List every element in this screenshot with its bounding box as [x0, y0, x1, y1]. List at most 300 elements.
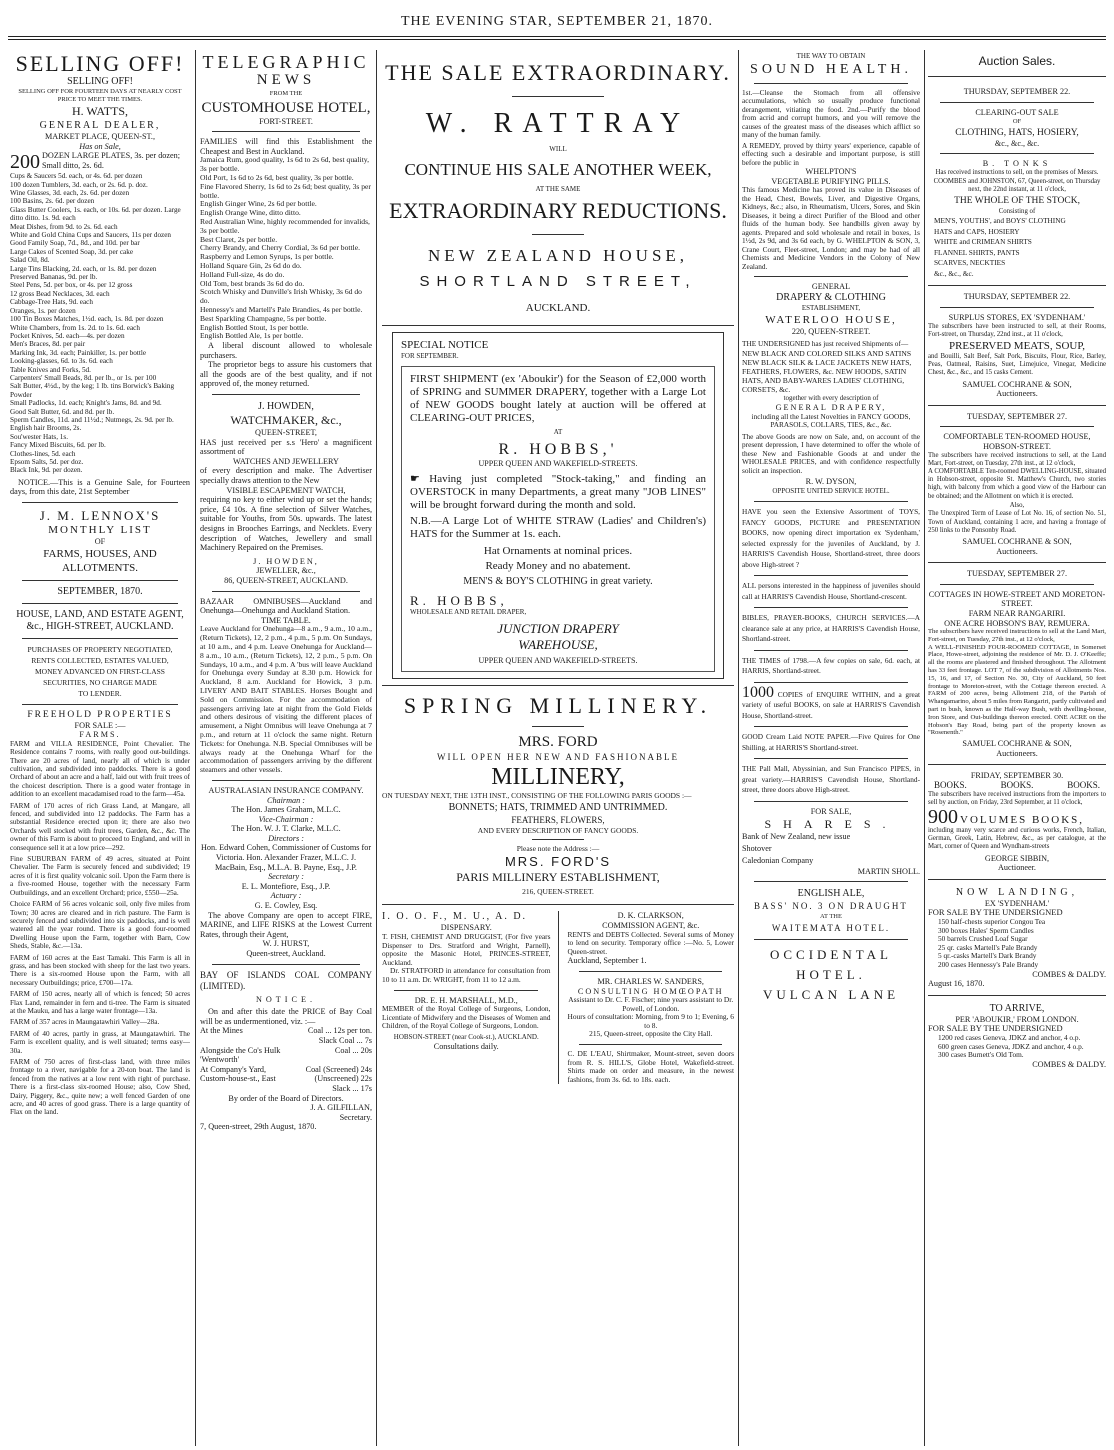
tele-item: Old Tom, best brands 3s 6d do do. [200, 278, 305, 288]
ale-at: AT THE [820, 913, 842, 921]
divider [579, 971, 722, 972]
clarkson-name: D. K. CLARKSON, [617, 911, 684, 921]
tonks-whole: THE WHOLE OF THE STOCK, [954, 195, 1080, 206]
telegraphic-advert [200, 52, 372, 389]
lennox-listing: FARM and VILLA RESIDENCE, Point Chevalier. The Residence contains 7 rooms, with really good out-buildings. There are 20 acres of land, nearly all of which is under cultivation, and subdivided into paddocks. There is a good Orchard of about an acre and a half, laid out with fruit trees of the choicest description. There is a good water frontage in addition to an excellent macadamised road to the farm—45a. [10, 739, 190, 799]
sanders-hours: Hours of consultation: Morning, from 9 to 1; Evening, 6 to 8. [567, 1012, 734, 1030]
insurance-agent: W. J. HURST, [262, 939, 310, 949]
watts-item: Looking-glasses, 6d. to 3s. 6d. each [10, 357, 113, 366]
arrive-item: 600 green cases Geneva, JDKZ and anchor, 4 o.p. [938, 1041, 1084, 1051]
waterloo-drapery: DRAPERY & CLOTHING [776, 291, 886, 303]
ioof-title: I. O. O. F., M. U., A. D. [382, 911, 528, 923]
harris-advert: ALL persons interested in the happiness of juveniles should call at HARRIS'S Cavendish House, Shortland-crescent. [742, 581, 920, 601]
bazaar-body: Leave Auckland for Onehunga—8 a.m., 9 a.m., 10 a.m., (Return Tickets), 12, 2 p.m., 4 p.m., 5 p.m. On Sundays, at 10 a.m., and 4 p.m. Leave Onehunga for Auckland—8 a.m., 10 a.m., (Return Tickets), 12, 2 p.m., 5 p.m. On Sundays, 10 a.m., and 4 p.m. A 'bus will leave Auckland for Onehunga every Sunday at 8.30 p.m. Howick for Auckland, 8 a.m. Auckland for Howick, 3 p.m. LIVERY AND BAIT STABLES. Horses Bought and Sold on Commission. For the accommodation of passengers arriving late at night from the Gold Fields and others desirous of visiting the different places of amusement, a Night Omnibus will leave Onehunga at 7 p.m., and return at 11 o'clock the same night. Return Tickets: for Onehunga. N.B. Special Omnibuses will be always ready at the Onehunga Wharf for the accommodation of passengers arriving by the different steamers and other vessels. [200, 624, 372, 775]
lennox-service: MONEY ADVANCED ON FIRST-CLASS [35, 666, 165, 676]
landing-title: NOW LANDING, [955, 886, 1079, 898]
landing-item: 300 boxes Hales' Sperm Candles [938, 925, 1034, 935]
harris-big-number: 1000 [742, 683, 774, 701]
hobbs-special: SPECIAL NOTICE [401, 339, 489, 352]
hobbs-addr2: UPPER QUEEN AND WAKEFIELD-STREETS. [478, 655, 638, 665]
ford-street: 216, QUEEN-STREET. [522, 886, 594, 896]
hobbs-body5: Ready Money and no abatement. [485, 559, 631, 572]
divider [532, 726, 584, 727]
hobbs-addr: UPPER QUEEN AND WAKEFIELD-STREETS. [478, 459, 638, 469]
health-body2: This famous Medicine has proved its value in Diseases of the Head, Chest, Bowels, Liver, and Digestive Organs, Kidneys, &c.; also, in Rheumatism, Ulcers, Sores, and Skin Diseases, it being a direct Purifier of the Blood and other fluids of the human body. See handbills given away by agents. Prepared and sold wholesale and retail in boxes, 1s 1½d, 2s 9d, and 3s 6d each, by G. WHELPTON & SON, 3, Crane Court, Fleet-street, London; and may be had of all Chemists and Medicine Vendors in the Colony of New Zealand. [742, 185, 920, 271]
marshall-addr: HOBSON-STREET (near Cook-st.), AUCKLAND. [393, 1032, 539, 1041]
howden-trade: WATCHMAKER, &c., [230, 413, 342, 428]
ford-advert [382, 692, 734, 896]
howden-watches: WATCHES AND JEWELLERY [233, 456, 339, 466]
masthead: THE EVENING STAR, SEPTEMBER 21, 1870. [401, 14, 713, 29]
howe-acre: ONE ACRE HOBSON'S BAY, REMUERA. [944, 618, 1090, 628]
howe-advert [928, 569, 1106, 758]
books-word: BOOKS. [934, 780, 967, 791]
health-pills: VEGETABLE PURIFYING PILLS. [771, 176, 891, 186]
howden-escapement: VISIBLE ESCAPEMENT WATCH, [226, 485, 346, 495]
tele-item: Best Sparkling Champagne, 5s per bottle. [200, 313, 327, 323]
marshall-consult: Consultations daily. [433, 1042, 499, 1052]
divider [928, 405, 1106, 406]
divider [512, 96, 604, 97]
coal-advert [200, 970, 372, 1132]
watts-item: Men's Braces, 8d. per pair [10, 340, 86, 349]
hobson-also: Also, [1009, 501, 1025, 509]
watts-item: Epsom Salts, 5d. per doz. [10, 458, 84, 466]
divider [940, 102, 1094, 103]
rattray-continue: CONTINUE HIS SALE ANOTHER WEEK, [404, 159, 712, 179]
coal-price: Coal ... 20s [334, 1045, 372, 1055]
divider [579, 1044, 722, 1045]
lennox-freehold: FREEHOLD PROPERTIES [27, 709, 173, 720]
insurance-directors-head: Directors : [268, 833, 304, 843]
sanders-trade: CONSULTING HOMŒOPATH [577, 986, 724, 996]
divider [928, 879, 1106, 880]
tele-item: Fine Flavored Sherry, 1s 6d to 2s 6d; best quality, 3s per bottle. [200, 181, 371, 200]
divider [754, 801, 908, 802]
howden-sig3: 86, QUEEN-STREET, AUCKLAND. [224, 575, 348, 585]
books-big-number: 900 [928, 806, 958, 829]
ford-note: Please note the Address :— [516, 844, 600, 854]
insurance-chairman: The Hon. James Graham, M.L.C. [231, 805, 341, 815]
tele-title: TELEGRAPHIC [202, 52, 370, 72]
tele-item: Old Port, 1s 6d to 2s 6d, best quality, 3s per bottle. [200, 172, 354, 182]
hobbs-body2-text: Having just completed "Stock-taking," and finding an OVERSTOCK in many Departments, a great many "JOB LINES" will be brought forward during the month and sold. [410, 472, 706, 511]
watts-item: Glass Butter Coolers, 1s. each, or 10s. 6d. per dozen. Large ditto ditto. 1s. 9d. each [10, 205, 181, 223]
ale-bass: BASS' NO. 3 ON DRAUGHT [754, 901, 908, 912]
coal-title: BAY OF ISLANDS COAL COMPANY (LIMITED). [200, 969, 372, 991]
harris-advert: THE TIMES of 1798.—A few copies on sale, 6d. each, at HARRIS, Shortland-street. [742, 655, 920, 676]
shares-item: Shotover [742, 843, 772, 853]
watts-item: Cabbage-Tree Hats, 9d. each [10, 298, 93, 307]
hobbs-body4: Hat Ornaments at nominal prices. [483, 544, 633, 557]
waterloo-est: ESTABLISHMENT, [801, 303, 861, 312]
divider [394, 990, 538, 991]
harris-advert: BIBLES, PRAYER-BOOKS, CHURCH SERVICES.—A clearance sale at any price, at HARRIS'S Cavendish House, Shortland-street. [742, 613, 920, 644]
divider [928, 764, 1106, 765]
deleau-advert: C. DE L'EAU, Shirtmaker, Mount-street, seven doors from R. S. HILL'S, Globe Hotel, Wakefield-street. Shirts made on order and measure, in the newest fashions, from 3s. 6d. to 18s. each. [567, 1049, 734, 1084]
watts-name: H. WATTS, [71, 104, 129, 118]
watts-item: 100 dozen Tumblers, 3d. each, or 2s. 6d. p. doz. [10, 180, 148, 189]
shares-advert [742, 807, 920, 876]
watts-item: Oranges, 1s. per dozen [10, 306, 76, 315]
surplus-advert [928, 292, 1106, 398]
tonks-list-item: HATS and CAPS, HOSIERY [934, 226, 1020, 236]
waterloo-goods: NEW BLACK AND COLORED SILKS AND SATINS NEW BLACK SILK & LACE JACKETS NEW HATS, FEATHERS, FLOWERS, &c. NEW HOODS, SATIN HATS, AND BABY-WARES LADIES' CLOTHING, CORSETS, &c. [742, 348, 912, 394]
sanders-addr: 215, Queen-street, opposite the City Hall. [589, 1029, 713, 1039]
insurance-title: AUSTRALASIAN INSURANCE COMPANY. [208, 785, 364, 795]
howden-sig1: J. HOWDEN, [253, 556, 319, 566]
lennox-title: J. M. LENNOX'S [39, 508, 161, 523]
watts-trade: GENERAL DEALER, [39, 120, 161, 131]
rattray-at: AT THE SAME [535, 184, 581, 193]
arrive-per: PER 'ABOUKIR,' FROM LONDON. [955, 1014, 1079, 1024]
divider [940, 307, 1094, 308]
divider [754, 682, 908, 683]
watts-item: Marking Ink, 3d. each; Painkiller, 1s. per bottle [10, 348, 147, 357]
occidental-advert [742, 945, 920, 1005]
clarkson-body: RENTS and DEBTS Collected. Several sums of Money to lend on security. Temporary office :—No. 5, Lower Queen-street. [567, 929, 734, 956]
tele-item: Raspberry and Lemon Syrups, 1s per bottle. [200, 252, 334, 262]
column-1 [10, 52, 190, 1446]
tonks-clearing: CLEARING-OUT SALE [975, 107, 1059, 117]
tele-item: English Ginger Wine, 2s 6d per bottle. [200, 199, 317, 209]
ioof-body: T. FISH, CHEMIST AND DRUGGIST, (For five years Dispenser to Drs. Stratford and Wright, Parnell), opposite the Masonic Hotel, PRINCES-STREET, Auckland. [382, 931, 551, 967]
tele-item: Jamaica Rum, good quality, 1s 6d to 2s 6d, best quality, 3s per bottle. [200, 155, 370, 174]
tele-news: NEWS [256, 72, 316, 88]
ioof-advert [382, 911, 550, 984]
insurance-vice: The Hon. W. J. T. Clarke, M.L.C. [231, 824, 341, 834]
hobbs-inner [401, 366, 715, 672]
tonks-list [928, 216, 1106, 279]
howden-body: HAS just received per s.s 'Hero' a magnificent assortment of [200, 437, 372, 457]
landing-item: 5 qr.-casks Martell's Dark Brandy [938, 951, 1037, 961]
surplus-date: THURSDAY, SEPTEMBER 22. [963, 292, 1071, 302]
insurance-actuary: G. E. Cowley, Esq. [254, 901, 318, 911]
landing-sig: COMBES & DALDY. [1032, 969, 1106, 979]
tele-street: FORT-STREET. [259, 116, 313, 126]
watts-item: Sou'wester Hats, 1s. [10, 432, 68, 441]
coal-sig: J. A. GILFILLAN, [310, 1103, 372, 1113]
divider [754, 276, 908, 277]
lennox-date: SEPTEMBER, 1870. [57, 585, 143, 597]
column-divider [558, 911, 559, 1084]
hobbs-sig: R. HOBBS, [410, 592, 508, 608]
books-advert [928, 771, 1106, 872]
bottom-left-ads [382, 911, 550, 1084]
health-way: THE WAY TO OBTAIN [796, 52, 866, 60]
hobson-sig: SAMUEL COCHRANE & SON, [962, 536, 1072, 546]
marshall-body: MEMBER of the Royal College of Surgeons, London, Licentiate of Midwifery and the Diseases of Women and Children, of the Royal College of Surgeons, London. [382, 1004, 551, 1031]
arrive-title: TO ARRIVE, [989, 1002, 1045, 1014]
clarkson-advert [567, 911, 734, 966]
coal-notice: NOTICE. [255, 994, 317, 1004]
watts-item: Good Family Soap, 7d., 8d., and 10d. per bar [10, 239, 140, 248]
books-vol: VOLUMES BOOKS, [960, 814, 1085, 827]
tele-item: English Orange Wine, ditto ditto. [200, 208, 301, 218]
tonks-list-item: FLANNEL SHIRTS, PANTS [934, 247, 1020, 257]
insurance-vice-head: Vice-Chairman : [258, 814, 314, 824]
sanders-name: MR. CHARLES W. SANDERS, [597, 976, 704, 986]
bazaar-intro: BAZAAR OMNIBUSES—Auckland and Onehunga—Onehunga and Auckland Station. [200, 596, 372, 616]
health-remedy: A REMEDY, proved by thirty years' experience, capable of effecting such a desirable and important purpose, is still before the public in [742, 140, 920, 167]
watts-item: 100 Tin Boxes Matches, 1½d. each, 1s. 8d. per dozen [10, 315, 164, 324]
tele-item: Best Claret, 2s per bottle. [200, 234, 278, 244]
watts-item: Sperm Candles, 11d. and 11½d.; Nutmegs, 2s. 9d. per lb. [10, 415, 174, 424]
ford-title: SPRING MILLINERY. [403, 693, 713, 719]
books-role: Auctioneer. [998, 863, 1036, 873]
bottom-ads [382, 911, 734, 1084]
howden-body3: requiring no key to either wind up or set the hands; price, £4 10s. A fine selection of Silver Watches, suitable for Youths, from 50s. upwards. The latest designs in Brooches Earrings, and Necklets. Every description of Watches, Jewellery and small Machinery Repaired on the Premises. [200, 495, 372, 553]
hobbs-body6: MEN'S & BOY'S CLOTHING in great variety. [463, 575, 653, 587]
waterloo-sig: R. W. DYSON, [805, 477, 857, 487]
howden-name: J. HOWDEN, [258, 401, 314, 413]
watts-address: MARKET PLACE, QUEEN-ST., [45, 132, 155, 141]
tonks-list-item: MEN'S, YOUTHS', and BOYS' CLOTHING [934, 216, 1066, 226]
rattray-title: THE SALE EXTRAORDINARY. [385, 60, 731, 85]
tonks-of: OF [1012, 118, 1022, 126]
insurance-body: The above Company are open to accept FIRE, MARINE, and LIFE RISKS at the Lowest Current Rates, through their Agent, [200, 910, 372, 939]
tele-from: FROM THE [269, 90, 303, 97]
divider [754, 607, 908, 608]
rattray-will: WILL [549, 145, 567, 153]
lennox-forsale: FOR SALE :— [74, 720, 126, 730]
rattray-reductions: EXTRAORDINARY REDUCTIONS. [389, 198, 727, 224]
ford-on: ON TUESDAY NEXT, THE 13TH INST., CONSISTING OF THE FOLLOWING PARIS GOODS :— [382, 791, 692, 801]
tonks-body: Has received instructions to sell, on the premises of Messrs. COOMBES and JOHNSTON, 67, Queen-street, on Thursday next, the 22nd instant, at 11 o'clock, [933, 168, 1101, 194]
books-date: FRIDAY, SEPTEMBER 30. [970, 771, 1064, 781]
marshall-advert [382, 996, 550, 1053]
rattray-name: W. RATTRAY [425, 108, 691, 139]
divider [212, 780, 360, 781]
lennox-listing: Fine SUBURBAN FARM of 49 acres, situated at Point Chevalier. The Farm is securely fenced and subdivided; 19 acres of it is first quality volcanic soil. Upon the Farm there is a five-roomed House, together with the necessary Farm Outbuildings, and an excellent Orchard; price, £550—25a. [10, 855, 190, 897]
lennox-farms: FARMS, HOUSES, AND ALLOTMENTS. [43, 547, 157, 574]
divider [22, 638, 178, 639]
hobson-date: TUESDAY, SEPTEMBER 27. [966, 411, 1068, 421]
watts-subtitle: SELLING OFF! [67, 76, 133, 87]
tonks-clothing: CLOTHING, HATS, HOSIERY, [955, 127, 1079, 138]
divider [928, 995, 1106, 996]
tonks-advert [928, 87, 1106, 279]
insurance-directors: Hon. Edward Cohen, Commissioner of Customs for Victoria. Hon. Alexander Frazer, M.L.C. J. MacBain, Esq., M.L.A. B. Payne, Esq., J.P. [200, 843, 372, 872]
divider [22, 603, 178, 604]
ford-millinery: MILLINERY, [491, 764, 625, 791]
watts-item: 100 Basins, 2s. 6d. per dozen [10, 197, 95, 206]
divider [928, 562, 1106, 563]
divider [928, 285, 1106, 286]
landing-item: 150 half-chests superior Congou Tea [938, 917, 1046, 927]
lennox-listing: FARM of 150 acres, nearly all of which is fenced; 50 acres Flax Land, remainder in fern and ti-tree. The Farm is situated at the Mauku, and has a large water frontage—13a. [10, 990, 190, 1015]
tele-item: Hennessy's and Martell's Pale Brandies, 4s per bottle. [200, 304, 363, 314]
masthead-rule [8, 36, 1106, 37]
tele-item: Red Australian Wine, highly recommended for invalids, 3s per bottle. [200, 216, 370, 235]
lennox-farms-head: FARMS. [79, 730, 121, 740]
ford-will: WILL OPEN HER NEW AND FASHIONABLE [436, 752, 680, 763]
harris-advert: HAVE you seen the Extensive Assortment of TOYS, FANCY GOODS, PICTURE and PRESENTATION BOOKS, now opening direct importation ex 'Sydenham,' selected expressly for the juveniles of Auckland, by J. HARRIS'S Cavendish House, Shortland-street, three doors above High-street ? [742, 507, 920, 569]
lennox-listing: FARM of 40 acres, partly in grass, at Maungatawhiri. The Farm is excellent quality, and is well situated; terms easy—30a. [10, 1029, 190, 1055]
lennox-listing: FARM of 750 acres of first-class land, with three miles frontage to a river, navigable for a 20-ton boat. The land is fenced from the natives at a low rent with right of purchase. There is a first-class six-roomed House; also, Cow Shed, Dairy, Piggery, &c., quite new; a well fenced Garden of one acre, and 40 acres of good grass. There is a large quantity of Flax on the land. [10, 1058, 190, 1117]
watts-intro: SELLING OFF FOR FOURTEEN DAYS AT NEARLY COST PRICE TO MEET THE TIMES. [18, 88, 182, 103]
divider [212, 591, 360, 592]
rattray-city: AUCKLAND. [525, 302, 591, 315]
watts-item: Salad Oil, 8d. [10, 256, 50, 265]
coal-price-slack: Slack Coal ... 7s [318, 1035, 372, 1045]
howe-date: TUESDAY, SEPTEMBER 27. [966, 569, 1068, 579]
howden-advert [200, 400, 372, 586]
column-divider [376, 50, 377, 1446]
health-advert [742, 52, 920, 271]
ford-name: MRS. FORD [518, 734, 598, 751]
rattray-street: SHORTLAND STREET, [419, 273, 697, 291]
shares-item: Bank of New Zealand, new issue [742, 831, 851, 841]
insurance-secretary: E. L. Montefiore, Esq., J.P. [241, 881, 331, 891]
watts-notice: NOTICE.—This is a Genuine Sale, for Fourteen days, from this date, 21st September [10, 477, 190, 497]
watts-item: Wine Glasses, 3d. each, 2s. 6d. per dozen [10, 189, 130, 197]
divider [940, 426, 1094, 427]
hobson-comfortable: A COMFORTABLE Ten-roomed DWELLING-HOUSE, situated in Hobson-street, opposite St. Matthew's Church, two stories high, with balcony from which a good view of the Harbour can be obtained; and the Allotment on which it is erected. [928, 467, 1106, 500]
divider [212, 964, 360, 965]
lennox-listing: Choice FARM of 56 acres volcanic soil, only five miles from Town; 30 acres are cleared and in rich pasture. The Farm is securely fenced and subdivided into six paddocks, and is well watered all the year round. There is a good four-roomed Dwelling House upon the Farm, together with Barn, Cow Sheds, Stable, &c.—13a. [10, 900, 190, 951]
hobbs-for: FOR SEPTEMBER. [401, 352, 459, 361]
column-3 [382, 52, 734, 1446]
hobson-body: The subscribers have received instructions to sell, at the Land Mart, Fort-street, on Tuesday, 27th inst., at 12 o'clock, [928, 451, 1106, 467]
coal-row-yard [200, 1065, 372, 1094]
books-word: BOOKS. [1067, 780, 1100, 791]
watts-title: SELLING OFF! [15, 52, 185, 76]
howe-title: COTTAGES IN HOWE-STREET AND MORETON-STREET. [928, 589, 1106, 609]
insurance-agent-address: Queen-street, Auckland. [246, 949, 326, 958]
surplus-title: SURPLUS STORES, EX 'SYDENHAM.' [948, 312, 1086, 322]
pointing-hand-icon: ☛ [410, 472, 430, 485]
column-4 [742, 52, 920, 1446]
rattray-advert [382, 58, 734, 315]
surplus-preserved: PRESERVED MEATS, SOUP, [948, 339, 1086, 352]
ford-feathers: FEATHERS, FLOWERS, [511, 814, 605, 825]
coal-order: By order of the Board of Directors. [228, 1093, 344, 1103]
tele-item: Scotch Whisky and Dunville's Irish Whisky, 3s 6d do do. [200, 287, 362, 306]
landing-item: 200 cases Hennessy's Pale Brandy [938, 959, 1039, 969]
arrive-item: 1200 red cases Geneva, JDKZ and anchor, 4 o.p. [938, 1032, 1081, 1042]
watts-big-number: 200 [10, 151, 40, 174]
tele-item: Holland Square Gin, 2s 6d do do. [200, 260, 302, 270]
health-pills-name: WHELPTON'S [805, 167, 857, 177]
occidental-l2: HOTEL. [796, 966, 866, 982]
column-5 [928, 52, 1106, 1446]
lennox-service: RENTS COLLECTED, ESTATES VALUED, [31, 655, 169, 665]
column-divider [924, 50, 925, 1446]
sanders-advert [567, 977, 734, 1039]
tele-item: Cherry Brandy, and Cherry Cordial, 3s 6d per bottle. [200, 243, 360, 253]
harris-advert: THE Pall Mall, Abyssinian, and Sun Francisco PIPES, in great variety.—HARRIS'S Cavendish House, Shortland-street, three doors above High-street. [742, 764, 920, 795]
bazaar-advert [200, 597, 372, 775]
howden-body2: of every description and make. The Advertiser specially draws attention to the New [200, 466, 372, 486]
tonks-date: THURSDAY, SEPTEMBER 22. [963, 87, 1071, 96]
waterloo-street: 220, QUEEN-STREET. [791, 327, 871, 337]
ford-est: PARIS MILLINERY ESTABLISHMENT, [456, 869, 660, 884]
health-title: SOUND HEALTH. [750, 61, 912, 77]
waterloo-gd: GENERAL DRAPERY, [775, 403, 887, 413]
tonks-consisting: Consisting of [998, 207, 1036, 215]
ale-advert [742, 887, 920, 934]
watts-item: 12 gross Bead Necklaces, 3d. each [10, 289, 110, 298]
landing-sale: FOR SALE BY THE UNDERSIGNED [928, 907, 1063, 918]
divider [22, 502, 178, 503]
coal-price: Slack ... 17s [332, 1083, 372, 1093]
books-word: BOOKS. [1000, 780, 1034, 791]
howden-street: QUEEN-STREET, [255, 428, 317, 438]
coal-row-hulk [200, 1046, 372, 1065]
tonks-list-item: WHITE and CRIMEAN SHIRTS [934, 237, 1032, 247]
watts-item: Good Salt Butter, 6d. and 8d. per lb. [10, 407, 115, 416]
divider [382, 904, 734, 905]
coal-price: Coal (Screened) 24s [305, 1064, 372, 1074]
divider [754, 726, 908, 727]
landing-advert [928, 886, 1106, 989]
howe-farm: FARM NEAR RANGARIRI. [968, 608, 1066, 618]
auction-title: Auction Sales. [978, 54, 1056, 68]
lennox-service: TO LENDER. [78, 688, 122, 698]
waterloo-house: WATERLOO HOUSE, [765, 314, 897, 327]
insurance-advert [200, 786, 372, 959]
tele-hotel: CUSTOMHOUSE HOTEL, [201, 99, 371, 116]
arrive-sale: FOR SALE BY THE UNDERSIGNED [928, 1023, 1063, 1034]
divider [754, 575, 908, 576]
tonks-list-item: &c., &c., &c. [934, 268, 974, 278]
watts-item: White Chambers, from 1s. 2d. to 1s. 6d. each [10, 323, 140, 332]
waterloo-body2: The above Goods are now on Sale, and, on account of the present depression, I have determined to offer the whole of these New and Fashionable Goods at and under the WHOLESALE PRICES, and with confidence respectfully solicit an inspection. [742, 431, 920, 475]
watts-onsale: Has on Sale, [79, 141, 121, 151]
harris-advert: GOOD Cream Laid NOTE PAPER.—Five Quires for One Shilling, at HARRIS'S Shortland-street. [742, 732, 920, 752]
harris-copies-text: COPIES of ENQUIRE WITHIN, and a great variety of useful BOOKS, on sale at HARRIS'S Cavendish House, Shortland-street. [742, 689, 920, 720]
hobbs-body1: FIRST SHIPMENT (ex 'Aboukir') for the Season of £2,000 worth of SPRING and SUMMER DRAPERY, together with a Large Lot of NEW GOODS bought lately at auction will be offered at CLEARING-OUT PRICES, [410, 372, 706, 424]
bottom-right-ads [567, 911, 734, 1084]
books-volumes [928, 807, 1106, 827]
waterloo-addr: OPPOSITE UNITED SERVICE HOTEL. [772, 486, 890, 495]
watts-item: Table Knives and Forks, 5d. [10, 365, 91, 374]
coal-prices [306, 1065, 372, 1094]
watts-item: Salt Butter, 4½d., by the keg; 1 lb. tins Borwick's Baking Powder [10, 382, 175, 399]
occidental-l1: OCCIDENTAL [769, 946, 892, 962]
hobbs-sig2: WHOLESALE AND RETAIL DRAPER, [410, 607, 527, 616]
lennox-sub: MONTHLY LIST [48, 524, 152, 536]
waterloo-together: together with every description of [783, 393, 879, 402]
tonks-list-item: SCARVES, NECKTIES [934, 258, 1006, 268]
hobson-title: COMFORTABLE TEN-ROOMED HOUSE, HOBSON-STREET. [943, 432, 1091, 451]
books-row [928, 781, 1106, 791]
tonks-etc: &c., &c., &c. [994, 138, 1040, 148]
watts-item: Fancy Mixed Biscuits, 6d. per lb. [10, 441, 106, 450]
divider [532, 234, 584, 235]
masthead-rule-2 [8, 39, 1106, 40]
books-body2: including many very scarce and curious works, French, Italian, German, Greek, Latin, Hebrew, &c., as per catalogue, at the Mart, corner of Queen and Wyndham-streets [928, 827, 1106, 851]
watts-item: Cups & Saucers 5d. each, or 4s. 6d. per dozen [10, 172, 143, 181]
lennox-listing: FARM of 170 acres of rich Grass Land, at Mangare, all fenced, and subdivided into 12 paddocks. The Farm has a substantial Residence erected upon it; there are also two Orchards well stocked with fruit trees, Garden, &c., &c. The owner of this Farm is about to proceed to England, and will in consequence sell it at a low price—292. [10, 801, 190, 852]
divider [382, 325, 734, 326]
watts-item: Large Tins Blacking, 2d. each, or 1s. 8d. per dozen [10, 264, 157, 273]
divider [940, 153, 1094, 154]
tele-intro: FAMILIES will find this Establishment the Cheapest and Best in Auckland. [200, 137, 372, 156]
shares-sig: MARTIN SHOLL. [857, 866, 920, 876]
harris-advert-copies [742, 683, 920, 722]
divider [754, 881, 908, 882]
howe-role: Auctioneers. [996, 748, 1038, 758]
lennox-service: SECURITIES, NO CHARGE MADE [43, 677, 157, 687]
ale-title: ENGLISH ALE, [797, 888, 865, 900]
lennox-services [10, 644, 190, 699]
tele-item: English Bottled Ale, 1s per bottle. [200, 331, 304, 341]
coal-role: Secretary. [339, 1112, 372, 1122]
watts-items [10, 172, 190, 475]
landing-date: August 16, 1870. [928, 979, 985, 989]
